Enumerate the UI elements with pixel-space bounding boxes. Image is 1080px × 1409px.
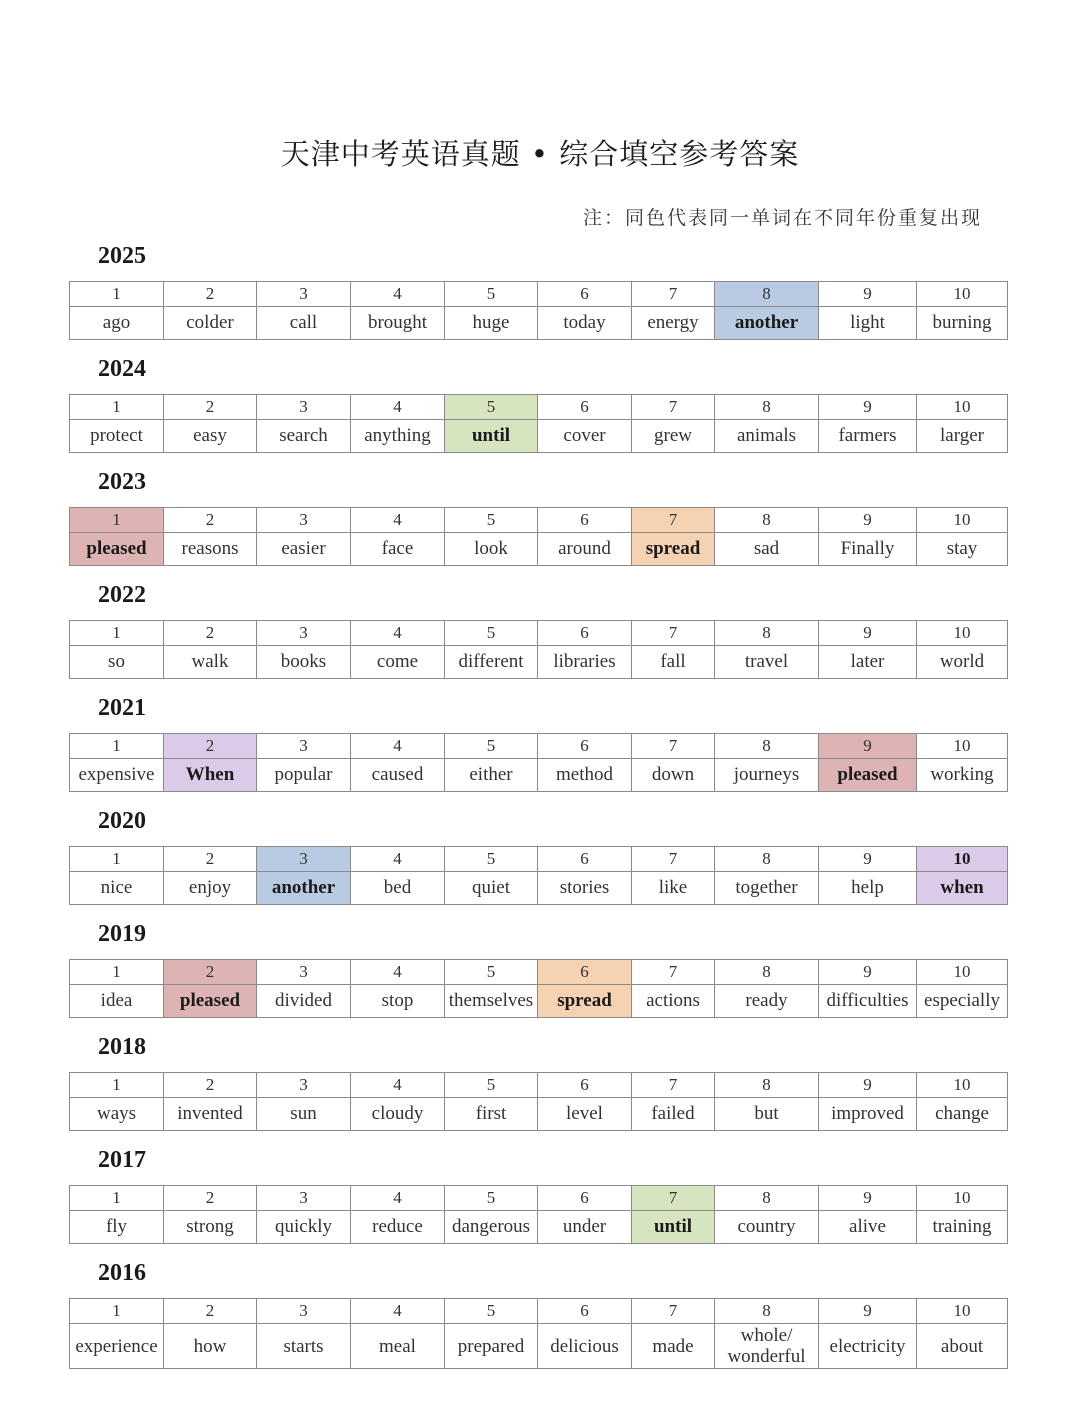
answer-cell: starts bbox=[257, 1324, 351, 1369]
answer-cell: whole/ wonderful bbox=[715, 1324, 819, 1369]
question-number-cell: 1 bbox=[70, 734, 164, 759]
answer-cell: reduce bbox=[351, 1211, 445, 1244]
answer-cell: improved bbox=[819, 1098, 917, 1131]
answer-cell: when bbox=[917, 872, 1008, 905]
answer-cell: popular bbox=[257, 759, 351, 792]
answer-cell: face bbox=[351, 533, 445, 566]
answer-cell: protect bbox=[70, 420, 164, 453]
answer-cell: Finally bbox=[819, 533, 917, 566]
question-number-cell: 8 bbox=[715, 395, 819, 420]
answer-cell: pleased bbox=[819, 759, 917, 792]
question-number-row bbox=[70, 1073, 1008, 1098]
question-number-cell: 10 bbox=[917, 508, 1008, 533]
question-number-cell: 6 bbox=[538, 508, 632, 533]
question-number-cell: 6 bbox=[538, 734, 632, 759]
answer-cell: training bbox=[917, 1211, 1008, 1244]
question-number-cell: 4 bbox=[351, 734, 445, 759]
question-number-cell: 1 bbox=[70, 847, 164, 872]
answer-cell: cloudy bbox=[351, 1098, 445, 1131]
answer-cell: books bbox=[257, 646, 351, 679]
question-number-cell: 1 bbox=[70, 508, 164, 533]
question-number-row bbox=[70, 395, 1008, 420]
question-number-cell: 10 bbox=[917, 1073, 1008, 1098]
answer-cell: libraries bbox=[538, 646, 632, 679]
answer-cell: down bbox=[632, 759, 715, 792]
question-number-cell: 10 bbox=[917, 960, 1008, 985]
question-number-cell: 5 bbox=[445, 621, 538, 646]
answer-table bbox=[69, 507, 1008, 566]
year-section-2025 bbox=[69, 243, 1007, 340]
question-number-cell: 2 bbox=[164, 960, 257, 985]
question-number-cell: 7 bbox=[632, 960, 715, 985]
year-label: 2017 bbox=[98, 1147, 146, 1173]
answer-cell: help bbox=[819, 872, 917, 905]
question-number-cell: 9 bbox=[819, 734, 917, 759]
year-section-2023 bbox=[69, 469, 1007, 566]
question-number-cell: 3 bbox=[257, 1073, 351, 1098]
question-number-cell: 6 bbox=[538, 282, 632, 307]
question-number-cell: 10 bbox=[917, 847, 1008, 872]
answer-cell: another bbox=[257, 872, 351, 905]
answer-cell: until bbox=[632, 1211, 715, 1244]
question-number-cell: 6 bbox=[538, 1186, 632, 1211]
question-number-cell: 3 bbox=[257, 395, 351, 420]
answer-cell: grew bbox=[632, 420, 715, 453]
answer-cell: especially bbox=[917, 985, 1008, 1018]
question-number-cell: 7 bbox=[632, 282, 715, 307]
question-number-cell: 5 bbox=[445, 734, 538, 759]
question-number-cell: 4 bbox=[351, 395, 445, 420]
question-number-cell: 6 bbox=[538, 1299, 632, 1324]
question-number-row bbox=[70, 508, 1008, 533]
question-number-cell: 3 bbox=[257, 1299, 351, 1324]
question-number-cell: 8 bbox=[715, 508, 819, 533]
question-number-cell: 5 bbox=[445, 1186, 538, 1211]
answer-cell: invented bbox=[164, 1098, 257, 1131]
answer-cell: quiet bbox=[445, 872, 538, 905]
question-number-cell: 3 bbox=[257, 960, 351, 985]
answer-table bbox=[69, 1298, 1008, 1369]
year-section-2016 bbox=[69, 1260, 1007, 1369]
answer-cell: stay bbox=[917, 533, 1008, 566]
answer-cell: enjoy bbox=[164, 872, 257, 905]
answer-table bbox=[69, 620, 1008, 679]
answer-cell: colder bbox=[164, 307, 257, 340]
question-number-row bbox=[70, 621, 1008, 646]
answer-table bbox=[69, 1185, 1008, 1244]
answer-cell: fall bbox=[632, 646, 715, 679]
question-number-cell: 10 bbox=[917, 1186, 1008, 1211]
question-number-cell: 5 bbox=[445, 847, 538, 872]
answer-cell: divided bbox=[257, 985, 351, 1018]
answer-cell: ago bbox=[70, 307, 164, 340]
question-number-cell: 7 bbox=[632, 847, 715, 872]
question-number-cell: 8 bbox=[715, 1299, 819, 1324]
answer-cell: dangerous bbox=[445, 1211, 538, 1244]
year-label: 2022 bbox=[98, 582, 146, 608]
question-number-cell: 5 bbox=[445, 282, 538, 307]
question-number-cell: 9 bbox=[819, 1299, 917, 1324]
answer-cell: but bbox=[715, 1098, 819, 1131]
year-label: 2020 bbox=[98, 808, 146, 834]
question-number-cell: 3 bbox=[257, 1186, 351, 1211]
question-number-cell: 10 bbox=[917, 734, 1008, 759]
answer-cell: actions bbox=[632, 985, 715, 1018]
question-number-cell: 1 bbox=[70, 960, 164, 985]
answer-row bbox=[70, 759, 1008, 792]
question-number-cell: 7 bbox=[632, 508, 715, 533]
question-number-cell: 8 bbox=[715, 1073, 819, 1098]
answer-cell: pleased bbox=[164, 985, 257, 1018]
answer-table bbox=[69, 959, 1008, 1018]
answer-row bbox=[70, 1098, 1008, 1131]
question-number-row bbox=[70, 734, 1008, 759]
answer-cell: country bbox=[715, 1211, 819, 1244]
answer-cell: electricity bbox=[819, 1324, 917, 1369]
answer-cell: working bbox=[917, 759, 1008, 792]
answer-cell: made bbox=[632, 1324, 715, 1369]
answer-cell: caused bbox=[351, 759, 445, 792]
question-number-cell: 3 bbox=[257, 847, 351, 872]
year-section-2020 bbox=[69, 808, 1007, 905]
answer-table bbox=[69, 733, 1008, 792]
question-number-cell: 8 bbox=[715, 621, 819, 646]
color-note: 注：同色代表同一单词在不同年份重复出现 bbox=[582, 207, 982, 229]
answer-cell: anything bbox=[351, 420, 445, 453]
question-number-cell: 2 bbox=[164, 621, 257, 646]
answer-cell: sad bbox=[715, 533, 819, 566]
question-number-cell: 2 bbox=[164, 1073, 257, 1098]
answer-cell: strong bbox=[164, 1211, 257, 1244]
answer-cell: delicious bbox=[538, 1324, 632, 1369]
question-number-cell: 8 bbox=[715, 960, 819, 985]
question-number-cell: 4 bbox=[351, 960, 445, 985]
answer-cell: easy bbox=[164, 420, 257, 453]
answer-cell: walk bbox=[164, 646, 257, 679]
question-number-cell: 5 bbox=[445, 960, 538, 985]
answer-cell: brought bbox=[351, 307, 445, 340]
answer-table bbox=[69, 846, 1008, 905]
question-number-cell: 4 bbox=[351, 1299, 445, 1324]
year-section-2022 bbox=[69, 582, 1007, 679]
question-number-cell: 10 bbox=[917, 282, 1008, 307]
answer-cell: around bbox=[538, 533, 632, 566]
question-number-cell: 4 bbox=[351, 282, 445, 307]
answer-cell: spread bbox=[632, 533, 715, 566]
answer-cell: difficulties bbox=[819, 985, 917, 1018]
answer-cell: idea bbox=[70, 985, 164, 1018]
answer-cell: bed bbox=[351, 872, 445, 905]
answer-cell: today bbox=[538, 307, 632, 340]
question-number-cell: 6 bbox=[538, 621, 632, 646]
answer-cell: travel bbox=[715, 646, 819, 679]
answer-cell: search bbox=[257, 420, 351, 453]
question-number-cell: 4 bbox=[351, 508, 445, 533]
question-number-cell: 6 bbox=[538, 395, 632, 420]
question-number-cell: 8 bbox=[715, 734, 819, 759]
question-number-cell: 7 bbox=[632, 734, 715, 759]
question-number-cell: 4 bbox=[351, 847, 445, 872]
year-label: 2019 bbox=[98, 921, 146, 947]
question-number-cell: 2 bbox=[164, 734, 257, 759]
question-number-cell: 3 bbox=[257, 734, 351, 759]
question-number-row bbox=[70, 847, 1008, 872]
answer-cell: like bbox=[632, 872, 715, 905]
year-section-2018 bbox=[69, 1034, 1007, 1131]
question-number-row bbox=[70, 1186, 1008, 1211]
question-number-row bbox=[70, 282, 1008, 307]
answer-cell: light bbox=[819, 307, 917, 340]
answer-row bbox=[70, 1324, 1008, 1369]
question-number-cell: 5 bbox=[445, 1073, 538, 1098]
year-section-2019 bbox=[69, 921, 1007, 1018]
question-number-cell: 2 bbox=[164, 1186, 257, 1211]
answer-row bbox=[70, 307, 1008, 340]
answer-row bbox=[70, 1211, 1008, 1244]
question-number-cell: 9 bbox=[819, 621, 917, 646]
answer-cell: themselves bbox=[445, 985, 538, 1018]
question-number-cell: 2 bbox=[164, 508, 257, 533]
question-number-cell: 5 bbox=[445, 1299, 538, 1324]
question-number-cell: 1 bbox=[70, 1299, 164, 1324]
question-number-cell: 7 bbox=[632, 395, 715, 420]
answer-cell: under bbox=[538, 1211, 632, 1244]
answer-cell: meal bbox=[351, 1324, 445, 1369]
answer-cell: stop bbox=[351, 985, 445, 1018]
answer-cell: world bbox=[917, 646, 1008, 679]
answer-cell: When bbox=[164, 759, 257, 792]
question-number-cell: 9 bbox=[819, 1186, 917, 1211]
question-number-cell: 6 bbox=[538, 1073, 632, 1098]
answer-cell: farmers bbox=[819, 420, 917, 453]
answer-row bbox=[70, 420, 1008, 453]
question-number-cell: 8 bbox=[715, 847, 819, 872]
year-label: 2018 bbox=[98, 1034, 146, 1060]
answer-cell: animals bbox=[715, 420, 819, 453]
answer-cell: so bbox=[70, 646, 164, 679]
question-number-cell: 8 bbox=[715, 282, 819, 307]
answer-cell: expensive bbox=[70, 759, 164, 792]
page-title: 天津中考英语真题 • 综合填空参考答案 bbox=[280, 137, 800, 171]
question-number-cell: 10 bbox=[917, 1299, 1008, 1324]
answer-cell: until bbox=[445, 420, 538, 453]
answer-row bbox=[70, 533, 1008, 566]
answer-cell: experience bbox=[70, 1324, 164, 1369]
question-number-cell: 5 bbox=[445, 508, 538, 533]
answer-cell: ways bbox=[70, 1098, 164, 1131]
answer-cell: different bbox=[445, 646, 538, 679]
answer-cell: cover bbox=[538, 420, 632, 453]
answer-cell: reasons bbox=[164, 533, 257, 566]
question-number-cell: 1 bbox=[70, 395, 164, 420]
answer-cell: fly bbox=[70, 1211, 164, 1244]
question-number-cell: 3 bbox=[257, 621, 351, 646]
answer-cell: quickly bbox=[257, 1211, 351, 1244]
question-number-cell: 9 bbox=[819, 508, 917, 533]
question-number-cell: 7 bbox=[632, 621, 715, 646]
question-number-cell: 9 bbox=[819, 960, 917, 985]
question-number-cell: 9 bbox=[819, 847, 917, 872]
question-number-cell: 10 bbox=[917, 621, 1008, 646]
question-number-cell: 7 bbox=[632, 1299, 715, 1324]
answer-cell: huge bbox=[445, 307, 538, 340]
question-number-cell: 1 bbox=[70, 1073, 164, 1098]
question-number-cell: 2 bbox=[164, 1299, 257, 1324]
answer-table bbox=[69, 1072, 1008, 1131]
answer-row bbox=[70, 646, 1008, 679]
answer-cell: alive bbox=[819, 1211, 917, 1244]
answer-cell: either bbox=[445, 759, 538, 792]
answer-row bbox=[70, 985, 1008, 1018]
answer-cell: change bbox=[917, 1098, 1008, 1131]
question-number-cell: 10 bbox=[917, 395, 1008, 420]
answer-cell: energy bbox=[632, 307, 715, 340]
question-number-cell: 3 bbox=[257, 282, 351, 307]
answer-cell: spread bbox=[538, 985, 632, 1018]
question-number-cell: 4 bbox=[351, 621, 445, 646]
answer-cell: come bbox=[351, 646, 445, 679]
answer-cell: failed bbox=[632, 1098, 715, 1131]
answer-cell: later bbox=[819, 646, 917, 679]
answer-cell: how bbox=[164, 1324, 257, 1369]
year-label: 2016 bbox=[98, 1260, 146, 1286]
answer-table bbox=[69, 394, 1008, 453]
year-label: 2024 bbox=[98, 356, 146, 382]
answer-cell: level bbox=[538, 1098, 632, 1131]
answer-cell: together bbox=[715, 872, 819, 905]
answer-cell: burning bbox=[917, 307, 1008, 340]
question-number-cell: 9 bbox=[819, 1073, 917, 1098]
answer-cell: method bbox=[538, 759, 632, 792]
answer-cell: nice bbox=[70, 872, 164, 905]
question-number-cell: 9 bbox=[819, 395, 917, 420]
answer-row bbox=[70, 872, 1008, 905]
year-section-2021 bbox=[69, 695, 1007, 792]
answer-cell: sun bbox=[257, 1098, 351, 1131]
question-number-cell: 4 bbox=[351, 1186, 445, 1211]
answer-cell: first bbox=[445, 1098, 538, 1131]
question-number-cell: 5 bbox=[445, 395, 538, 420]
question-number-cell: 8 bbox=[715, 1186, 819, 1211]
question-number-row bbox=[70, 1299, 1008, 1324]
year-section-2024 bbox=[69, 356, 1007, 453]
question-number-cell: 7 bbox=[632, 1186, 715, 1211]
answer-cell: about bbox=[917, 1324, 1008, 1369]
year-label: 2023 bbox=[98, 469, 146, 495]
answer-cell: easier bbox=[257, 533, 351, 566]
question-number-cell: 1 bbox=[70, 282, 164, 307]
answer-cell: prepared bbox=[445, 1324, 538, 1369]
question-number-cell: 2 bbox=[164, 847, 257, 872]
question-number-row bbox=[70, 960, 1008, 985]
question-number-cell: 9 bbox=[819, 282, 917, 307]
question-number-cell: 1 bbox=[70, 621, 164, 646]
answer-cell: pleased bbox=[70, 533, 164, 566]
question-number-cell: 2 bbox=[164, 282, 257, 307]
question-number-cell: 1 bbox=[70, 1186, 164, 1211]
question-number-cell: 2 bbox=[164, 395, 257, 420]
answer-cell: journeys bbox=[715, 759, 819, 792]
question-number-cell: 4 bbox=[351, 1073, 445, 1098]
question-number-cell: 6 bbox=[538, 960, 632, 985]
answer-cell: stories bbox=[538, 872, 632, 905]
question-number-cell: 3 bbox=[257, 508, 351, 533]
answer-cell: look bbox=[445, 533, 538, 566]
answer-cell: another bbox=[715, 307, 819, 340]
answer-cell: call bbox=[257, 307, 351, 340]
answer-cell: ready bbox=[715, 985, 819, 1018]
year-label: 2021 bbox=[98, 695, 146, 721]
year-section-2017 bbox=[69, 1147, 1007, 1244]
year-label: 2025 bbox=[98, 243, 146, 269]
answer-cell: larger bbox=[917, 420, 1008, 453]
answer-table bbox=[69, 281, 1008, 340]
question-number-cell: 6 bbox=[538, 847, 632, 872]
question-number-cell: 7 bbox=[632, 1073, 715, 1098]
